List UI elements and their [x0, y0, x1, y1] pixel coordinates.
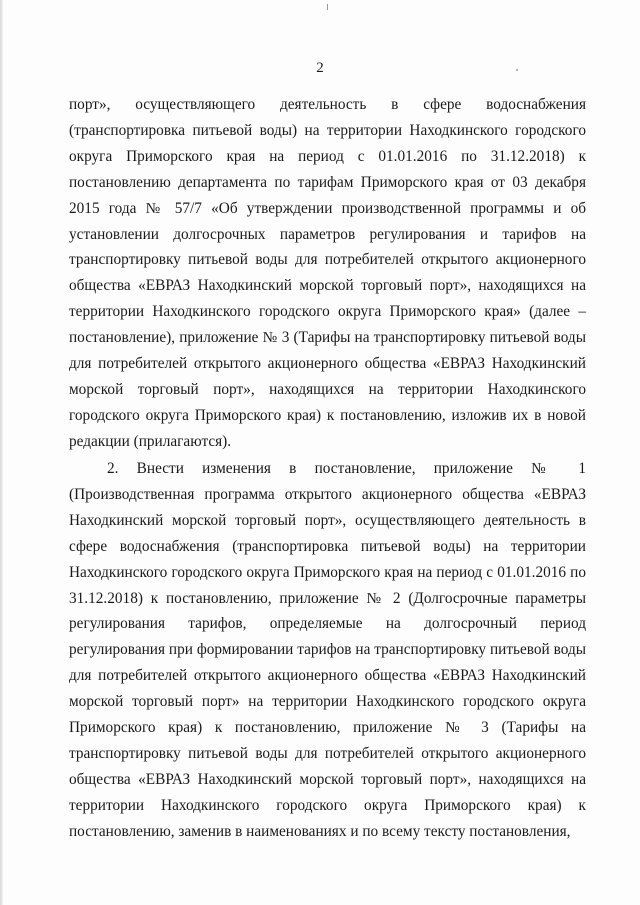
paragraph-item-2: 2. Внести изменения в постановление, приложение № 1 (Производственная программа открытого акционерного общества «ЕВРАЗ Находкинский морской торговый порт», осуществляющего деятельность в сфере водоснабжения (транспортировка питьевой воды) на территории Находкинского городского округа Приморского края на период с 01.01.2016 по 31.12.2018) к постановлению, приложение № 2 (Долгосрочные параметры регулирования тарифов, определяемые на долгосрочный период регулирования при формировании тарифов на транспортировку питьевой воды для потребителей открытого акционерного общества «ЕВРАЗ Находкинский морской торговый порт» на территории Находкинского городского округа Приморского края) к постановлению, приложение № 3 (Тарифы на транспортировку питьевой воды для потребителей открытого акционерного общества «ЕВРАЗ Находкинский морской торговый порт», находящихся на территории Находкинского городского округа Приморского края) к постановлению, заменив в наименованиях и по всему тексту постановления, [69, 460, 586, 840]
paragraph-continuation: порт», осуществляющего деятельность в сфере водоснабжения (транспортировка питьевой воды) на территории Находкинского городского округа Приморского края на период с 01.01.2016 по 31.12.2018) к постановлению департамента по тарифам Приморского края от 03 декабря 2015 года № 57/7 «Об утверждении производственной программы и об установлении долгосрочных параметров регулирования и тарифов на транспортировку питьевой воды для потребителей открытого акционерного общества «ЕВРАЗ Находкинский морской торговый порт», находящихся на территории Находкинского городского округа Приморского края» (далее – постановление), приложение № 3 (Тарифы на транспортировку питьевой воды для потребителей открытого акционерного общества «ЕВРАЗ Находкинский морской торговый порт», находящихся на территории Находкинского городского округа Приморского края) к постановлению, изложив их в новой редакции (прилагаются). [69, 96, 586, 450]
scan-edge-shadow [0, 0, 3, 905]
page-number: 2 [316, 60, 324, 76]
scan-speck [327, 4, 328, 10]
